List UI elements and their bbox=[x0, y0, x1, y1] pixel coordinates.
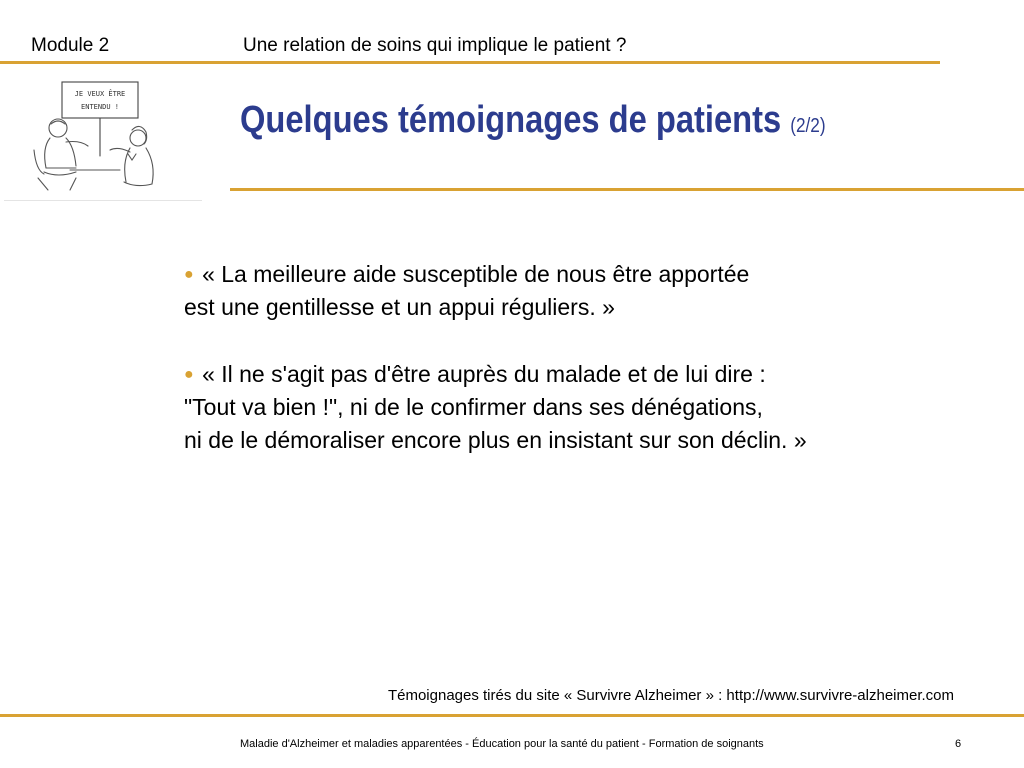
quote-2 bbox=[184, 358, 807, 457]
footer-text: Maladie d'Alzheimer et maladies apparentées - Éducation pour la santé du patient - Formation de soignants bbox=[240, 738, 764, 750]
page-number: 6 bbox=[955, 738, 962, 750]
source-citation: Témoignages tirés du site « Survivre Alzheimer » : http://www.survivre-alzheimer.com bbox=[387, 687, 954, 704]
footer-rule bbox=[0, 714, 1024, 717]
quote-2-line-2: "Tout va bien !", ni de le confirmer dans ses dénégations, bbox=[184, 394, 763, 420]
illustration-underline bbox=[4, 200, 202, 201]
title-rule bbox=[230, 188, 1024, 191]
quote-1-line-1: « La meilleure aide susceptible de nous être apportée bbox=[202, 261, 750, 287]
quote-2-line-1: « Il ne s'agit pas d'être auprès du malade et de lui dire : bbox=[202, 361, 766, 387]
bullet-icon: ● bbox=[184, 366, 194, 383]
patient-illustration bbox=[30, 78, 170, 196]
header-rule bbox=[0, 61, 940, 64]
quotes-block bbox=[184, 258, 807, 457]
header-title: Une relation de soins qui implique le patient ? bbox=[243, 35, 627, 56]
slide-title-counter: (2/2) bbox=[790, 115, 826, 137]
header-module: Module 2 bbox=[31, 35, 110, 56]
sign-text-line1: JE VEUX ÊTRE bbox=[74, 90, 126, 98]
quote-1 bbox=[184, 258, 807, 324]
slide-title bbox=[240, 96, 826, 150]
sign-text-line2: ENTENDU ! bbox=[81, 103, 119, 111]
slide-title-text: Quelques témoignages de patients bbox=[240, 99, 782, 141]
quote-1-line-2: est une gentillesse et un appui réguliers. » bbox=[184, 294, 615, 320]
bullet-icon: ● bbox=[184, 266, 194, 283]
quote-2-line-3: ni de le démoraliser encore plus en insistant sur son déclin. » bbox=[184, 427, 807, 453]
